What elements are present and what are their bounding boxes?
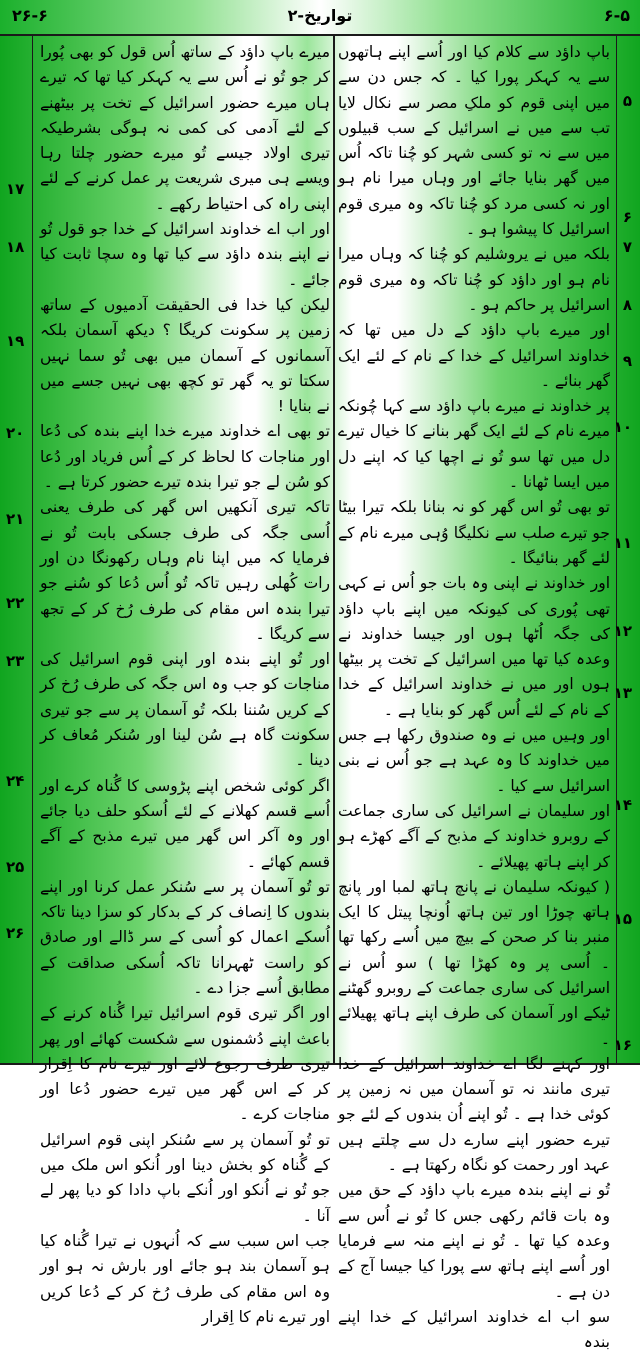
verse-number-left: ۲۰ [6, 424, 25, 442]
text-column-right [338, 40, 610, 1352]
verse-number-right: ۱۳ [613, 684, 632, 702]
verse-number-left: ۲۶ [6, 924, 25, 942]
outer-left-rule [32, 34, 33, 1065]
verse-paragraph: بلکہ میں نے یروشلیم کو چُنا کہ وہاں میرا نام ہو اور داؤد کو چُنا تاکہ وہ میری قوم اسرائیل پر حاکم ہو ۔ [338, 245, 610, 314]
verse-number-left: ۱۹ [6, 332, 25, 350]
verse-number-left: ۲۲ [6, 594, 25, 612]
verse-paragraph: اور تُو اپنے بندہ اور اپنی قوم اسرائیل کی مناجات کو جب وہ اس جگہ کی طرف رُخ کر کے کریں سُننا بلکہ تُو آسمان پر سے جو تیری سکونت گاہ ہے سُن لینا اور سُنکر مُعاف کر دینا ۔ [40, 650, 330, 770]
verse-number-left: ۲۵ [6, 858, 25, 876]
chapter-range-right: ۶-۵ [603, 6, 630, 25]
verse-number-right: ۱۶ [613, 1036, 632, 1054]
verse-paragraph: اور میرے باپ داؤد کے دل میں تھا کہ خداوند اسرائیل کے خدا کے نام کے لئے ایک گھر بنائے ۔ [338, 321, 610, 390]
verse-paragraph: ( کیونکہ سلیمان نے پانچ ہاتھ لمبا اور پانچ ہاتھ چوڑا اور تین ہاتھ اُونچا پیتل کا ایک منبر بنا کر صحن کے بیچ میں اُسے رکھا تھا ۔ اُسی پر وہ کھڑا تھا ) سو اُس نے اسرائیل کی ساری جماعت کے روبرو گھٹنے ٹیکے اور آسمان کی طرف اپنے ہاتھ پھیلائے ۔ [338, 877, 610, 1048]
chapter-range-left: ۲۶-۶ [12, 6, 48, 25]
verse-number-right: ۱۲ [613, 622, 632, 640]
verse-number-left: ۲۴ [6, 772, 25, 790]
verse-number-right: ۱۱ [613, 534, 632, 552]
header-rule [0, 34, 640, 36]
verse-number-right: ۱۴ [613, 796, 632, 814]
verse-paragraph: اور خداوند نے اپنی وہ بات جو اُس نے کہی تھی پُوری کی کیونکہ میں اپنے باپ داؤد کی جگہ اُٹھا ہوں اور جیسا خداوند نے وعدہ کیا تھا میں اسرائیل کے تخت پر بیٹھا ہوں اور میں نے خداوند اسرائیل کے خدا کے نام کے لئے اُس گھر کو بنایا ہے ۔ [338, 574, 610, 719]
verse-paragraph: پر خداوند نے میرے باپ داؤد سے کہا چُونکہ میرے نام کے لئے ایک گھر بنانے کا خیال تیرے دل میں تھا سو تُو نے اچھا کیا کہ اپنے دل میں ایسا ٹھانا ۔ [338, 397, 610, 492]
verse-paragraph: جب اس سبب سے کہ اُنہوں نے تیرا گُناہ کیا ہو آسمان بند ہو جائے اور بارش نہ ہو اور وہ اس مقام کی طرف رُخ کر کے دُعا کریں اور تیرے نام کا اِقرار [40, 1231, 330, 1326]
verse-number-right: ۶ [622, 208, 632, 226]
verse-number-left: ۱۸ [6, 238, 25, 256]
verse-number-right: ۹ [622, 352, 632, 370]
book-title: ۲-تواریخ [287, 6, 353, 25]
verse-number-right: ۵ [622, 92, 632, 110]
verse-paragraph: اور اگر تیری قوم اسرائیل تیرا گُناہ کرنے کے باعث اپنے دُشمنوں سے شکست کھائے اور پھر تیری طرف رجوع لائے اور تیرے نام کا اِقرار کر کے اس گھر میں تیرے حضور دُعا اور مناجات کرے ۔ [40, 1004, 330, 1124]
verse-paragraph: لیکن کیا خدا فی الحقیقت آدمیوں کے ساتھ زمین پر سکونت کریگا ؟ دیکھ آسمان بلکہ آسمانوں کے آسمان میں بھی تُو سما نہیں سکتا تو یہ گھر تو کچھ بھی نہیں جسے میں نے بنایا ! [40, 295, 330, 416]
verse-paragraph: اگر کوئی شخص اپنے پڑوسی کا گُناہ کرے اور اُسے قسم کھلانے کے لئے اُسکو حلف دیا جائے اور وہ آکر اس گھر میں تیرے مذبح کے آگے قسم کھائے ۔ [40, 776, 330, 871]
verse-paragraph: تو بھی تُو اس گھر کو نہ بنانا بلکہ تیرا بیٹا جو تیرے صلب سے نکلیگا وُہی میرے نام کے لئے گھر بنائیگا ۔ [338, 498, 610, 567]
verse-paragraph: تو تُو آسمان پر سے سُنکر اپنی قوم اسرائیل کے گُناہ کو بخش دینا اور اُنکو اس ملک میں جو تُو نے اُنکو اور اُنکے باپ دادا کو دیا پھر لے آنا ۔ [40, 1130, 330, 1225]
verse-paragraph: سو اب اے خداوند اسرائیل کے خدا اپنے بندہ [338, 1307, 610, 1352]
verse-paragraph: اور سلیمان نے اسرائیل کی ساری جماعت کے روبرو خداوند کے مذبح کے آگے کھڑے ہو کر اپنے ہاتھ پھیلائے ۔ [338, 801, 610, 871]
verse-paragraph: اور وہیں میں نے وہ صندوق رکھا ہے جس میں خداوند کا وہ عہد ہے جو اُس نے بنی اسرائیل سے کیا ۔ [338, 726, 610, 795]
verse-paragraph: تُو نے اپنے بندہ میرے باپ داؤد کے حق میں وہ بات قائم رکھی جس کا تُو نے اُس سے وعدہ کیا تھا ۔ تُو نے اپنے منہ سے فرمایا اور اُسے اپنے ہاتھ سے پورا کیا جیسا آج کے دن ہے ۔ [338, 1181, 610, 1301]
verse-number-left: ۲۱ [6, 510, 25, 528]
verse-number-right: ۱۵ [613, 910, 632, 928]
column-divider [333, 34, 335, 1065]
verse-paragraph: تاکہ تیری آنکھیں اس گھر کی طرف یعنی اُسی جگہ کی طرف جسکی بابت تُو نے فرمایا کہ میں اپنا نام وہاں رکھونگا دن اور رات کُھلی رہیں تاکہ تُو اُس دُعا کو سُنے جو تیرا بندہ اس مقام کی طرف رُخ کر کے تجھ سے کریگا ۔ [40, 498, 330, 643]
verse-number-left: ۱۷ [6, 180, 25, 198]
verse-paragraph: میرے باپ داؤد کے ساتھ اُس قول کو بھی پُورا کر جو تُو نے اُس سے یہ کہکر کیا تھا کہ تیرے ہاں میرے حضور اسرائیل کے تخت پر بیٹھنے کے لئے آدمی کی کمی نہ ہوگی بشرطیکہ تیری اولاد جیسے تُو میرے حضور چلتا رہا ویسے ہی میری شریعت پر عمل کرنے کے لئے اپنی راہ کی احتیاط رکھے ۔ [40, 43, 330, 213]
verse-number-right: ۱۰ [613, 418, 632, 436]
verse-paragraph: باپ داؤد سے کلام کیا اور اُسے اپنے ہاتھوں سے یہ کہکر پورا کیا ۔ کہ جس دن سے میں اپنی قوم کو ملکِ مصر سے نکال لایا تب سے میں نے اسرائیل کے سب قبیلوں میں سے نہ تو کسی شہر کو چُنا تاکہ اُس میں گھر بنایا جائے اور وہاں میرا نام ہو اور نہ کسی مرد کو چُنا تاکہ وہ میری قوم اسرائیل کا پیشوا ہو ۔ [338, 43, 610, 239]
verse-number-right: ۸ [622, 296, 632, 314]
verse-paragraph: تو تُو آسمان پر سے سُنکر عمل کرنا اور اپنے بندوں کا اِنصاف کر کے بدکار کو سزا دینا تاکہ اُسکے اعمال کو اُسی کے سر ڈالے اور صادق کو راست ٹھہرانا تاکہ اُسکی صداقت کے مطابق اُسے جزا دے ۔ [40, 877, 330, 997]
verse-paragraph: تو بھی اے خداوند میرے خدا اپنے بندہ کی دُعا اور مناجات کا لحاظ کر کے اُس فریاد اور دُعا کو سُن لے جو تیرا بندہ تیرے حضور کرتا ہے ۔ [40, 422, 330, 492]
page-header [0, 0, 640, 34]
verse-paragraph: اور کہنے لگا اے خداوند اسرائیل کے خدا تیری مانند نہ تو آسمان میں نہ زمین پر کوئی خدا ہے ۔ تُو اپنے اُن بندوں کے لئے جو تیرے حضور اپنے سارے دل سے چلتے ہیں عہد اور رحمت کو نگاہ رکھتا ہے ۔ [338, 1054, 610, 1175]
verse-number-right: ۷ [622, 238, 632, 256]
verse-number-left: ۲۳ [6, 652, 25, 670]
text-column-left [40, 40, 330, 1326]
verse-paragraph: اور اب اے خداوند اسرائیل کے خدا جو قول تُو نے اپنے بندہ داؤد سے کیا تھا وہ سچا ثابت کیا جائے ۔ [40, 220, 330, 289]
